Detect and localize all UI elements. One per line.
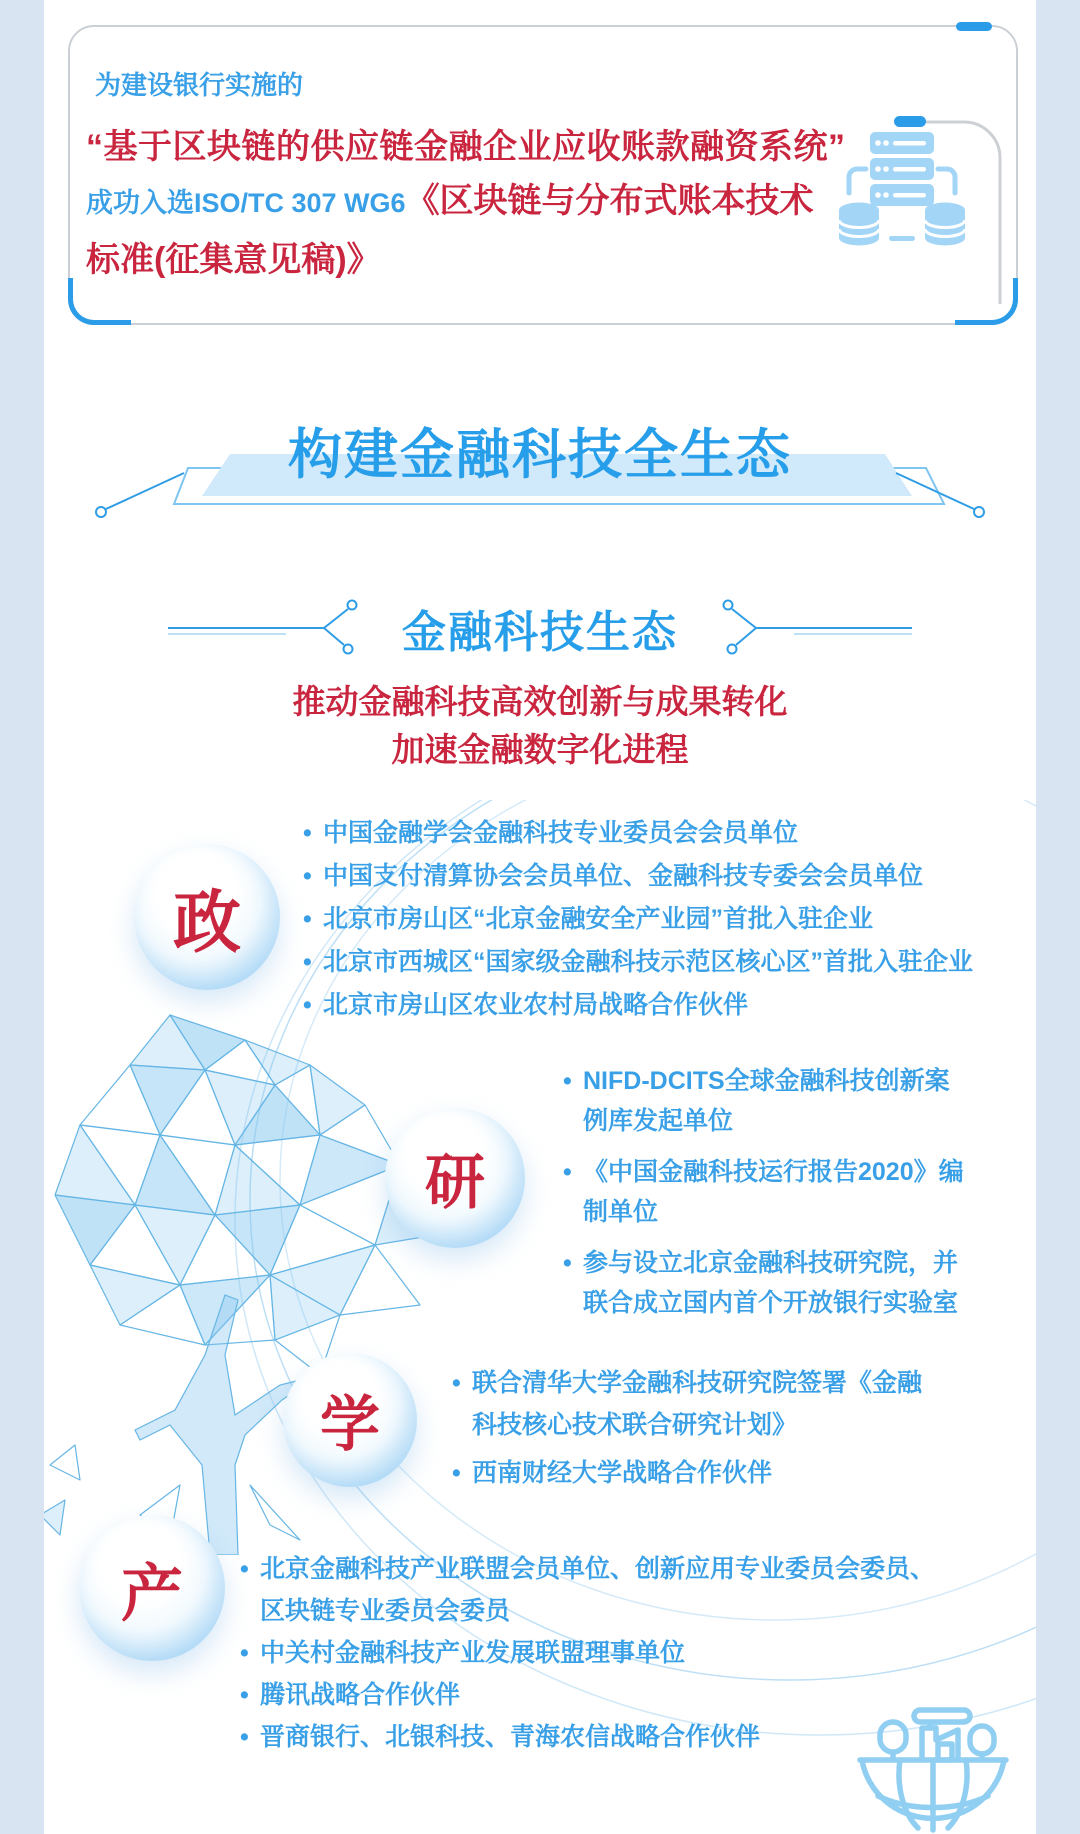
main-title: 构建金融科技全生态 [288, 425, 792, 485]
slogan-line-1: 推动金融科技高效创新与成果转化 [292, 683, 788, 720]
bubble-industry [79, 1515, 225, 1661]
card-intro-text: 为建设银行实施的 [95, 70, 304, 100]
list-item: • 北京市西城区“国家级金融科技示范区核心区”首批入驻企业 [303, 941, 973, 984]
list-item: • NIFD-DCITS全球金融科技创新案例库发起单位 [563, 1061, 965, 1141]
header-line-left-decoration [168, 598, 388, 658]
research-bullet-list [563, 1061, 965, 1334]
bubble-research [385, 1108, 525, 1248]
bubble-government-label: 政 [172, 884, 241, 961]
list-item: • 参与设立北京金融科技研究院，并联合成立国内首个开放银行实验室 [563, 1243, 965, 1323]
list-item: • 《中国金融科技运行报告2020》编制单位 [563, 1152, 965, 1232]
right-margin-band [1036, 0, 1080, 1834]
globe-city-icon [852, 1688, 1014, 1834]
industry-bullet-list [240, 1548, 954, 1758]
card-system-name: “基于区块链的供应链金融企业应收账款融资系统” [86, 128, 846, 166]
list-item: • 中关村金融科技产业发展联盟理事单位 [240, 1632, 954, 1674]
circuit-line-decoration [894, 112, 1014, 307]
list-item: • 西南财经大学战略合作伙伴 [452, 1452, 934, 1494]
bubble-academia-label: 学 [320, 1391, 380, 1458]
academia-bullet-list [452, 1362, 934, 1500]
slogan-line-2: 加速金融数字化进程 [391, 731, 689, 768]
list-item: • 晋商银行、北银科技、青海农信战略合作伙伴 [240, 1716, 954, 1758]
list-item: • 北京市房山区农业农村局战略合作伙伴 [303, 984, 973, 1027]
list-item: • 腾讯战略合作伙伴 [240, 1674, 954, 1716]
bubble-government [134, 844, 280, 990]
header-line-right-decoration [692, 598, 912, 658]
list-item: • 北京金融科技产业联盟会员单位、创新应用专业委员会委员、区块链专业委员会委员 [240, 1548, 954, 1632]
government-bullet-list [303, 812, 973, 1027]
list-item: • 中国金融学会金融科技专业委员会会员单位 [303, 812, 973, 855]
bubble-research-label: 研 [425, 1149, 485, 1216]
card-selection-line [86, 175, 832, 293]
left-margin-band [0, 0, 44, 1834]
card-standard-name: 《区块链与分布式账本技术标准(征集意见稿)》 [86, 182, 814, 279]
section-title: 金融科技生态 [402, 608, 678, 657]
card-selected-prefix: 成功入选ISO/TC 307 WG6 [86, 188, 406, 218]
card-top-dash-accent [956, 22, 992, 31]
list-item: • 联合清华大学金融科技研究院签署《金融科技核心技术联合研究计划》 [452, 1362, 934, 1446]
list-item: • 中国支付清算协会会员单位、金融科技专委会会员单位 [303, 855, 973, 898]
section-header [0, 596, 1080, 660]
bubble-industry-label: 产 [120, 1559, 183, 1629]
award-card [68, 25, 1018, 325]
bubble-academia [283, 1353, 417, 1487]
list-item: • 北京市房山区“北京金融安全产业园”首批入驻企业 [303, 898, 973, 941]
